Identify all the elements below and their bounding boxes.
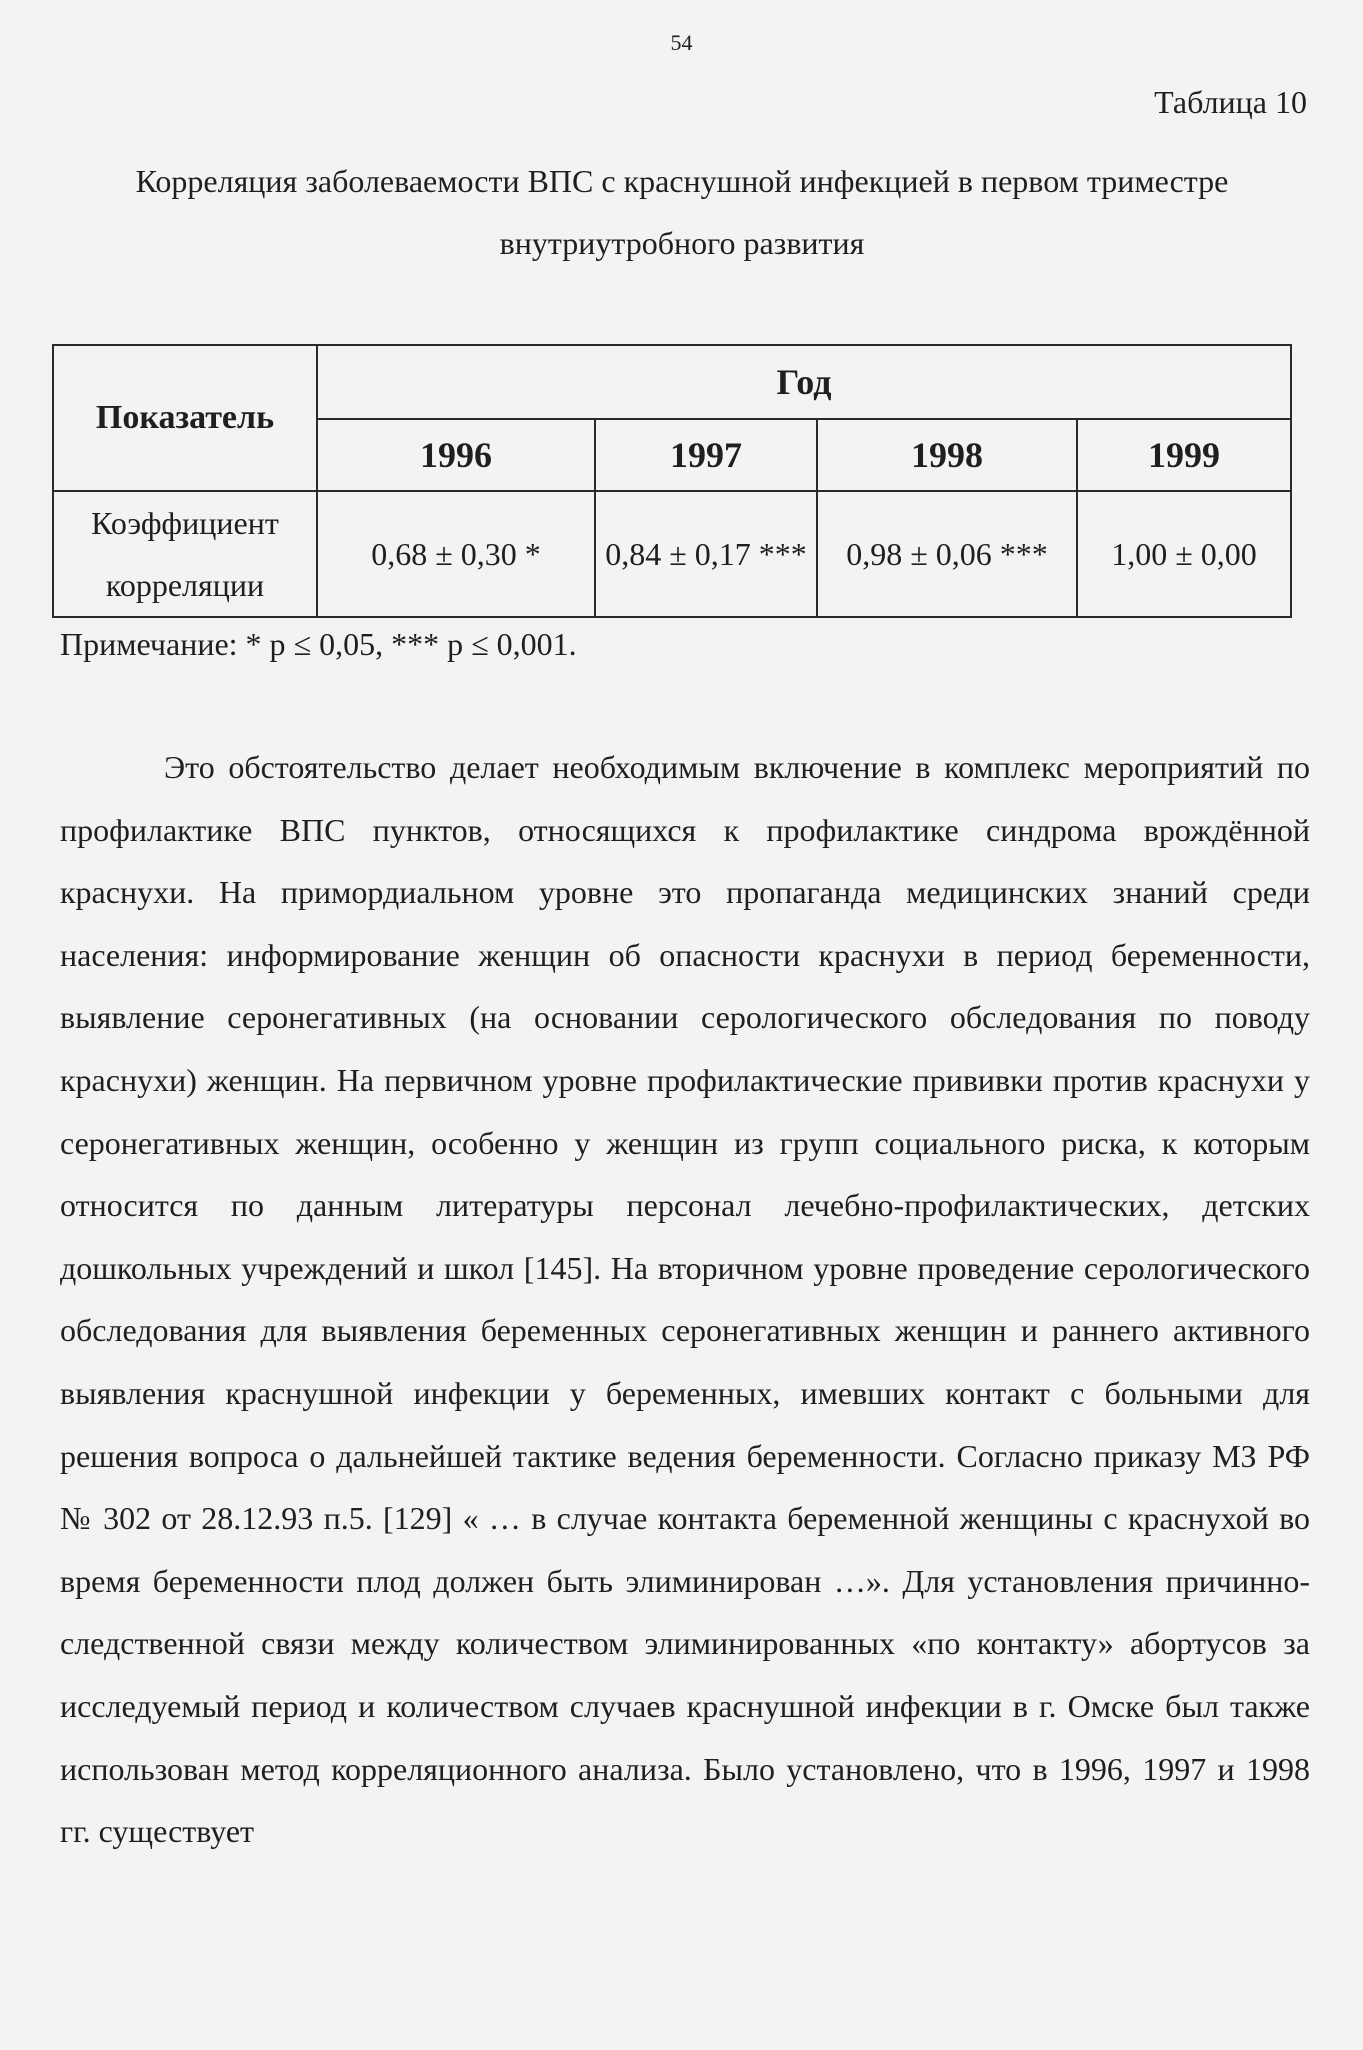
year-header-1999: 1999 [1077,419,1291,491]
value-1997: 0,84 ± 0,17 *** [595,491,817,617]
year-header-1998: 1998 [817,419,1077,491]
row-label: Коэффициент корреляции [53,491,317,617]
value-1996: 0,68 ± 0,30 * [317,491,595,617]
page-number: 54 [670,30,693,55]
correlation-table [52,344,1292,618]
year-group-header: Год [317,345,1291,419]
year-header-1996: 1996 [317,419,595,491]
value-1998: 0,98 ± 0,06 *** [817,491,1077,617]
indicator-header: Показатель [53,345,317,491]
table-row [53,491,1291,617]
table-title: Корреляция заболеваемости ВПС с краснушной инфекцией в первом триместре внутриутробного развития [135,163,1229,261]
value-1999: 1,00 ± 0,00 [1077,491,1291,617]
table-header-row [53,345,1291,419]
table-label: Таблица 10 [1154,84,1307,120]
body-paragraph: Это обстоятельство делает необходимым включение в комплекс мероприятий по профилактике ВПС пунктов, относящихся к профилактике синдрома врождённой краснухи. На примордиальном уровне это пропаганда медицинских знаний среди населения: информирование женщин об опасности краснухи в период беременности, выявление серонегативных (на основании серологического обследования по поводу краснухи) женщин. На первичном уровне профилактические прививки против краснухи у серонегативных женщин, особенно у женщин из групп социального риска, к которым относится по данным литературы персонал лечебно-профилактических, детских дошкольных учреждений и школ [145]. На вторичном уровне проведение серологического обследования для выявления беременных серонегативных женщин и раннего активного выявления краснушной инфекции у беременных, имевших контакт с больными для решения вопроса о дальнейшей тактике ведения беременности. Согласно приказу МЗ РФ № 302 от 28.12.93 п.5. [129] « … в случае контакта беременной женщины с краснухой во время беременности плод должен быть элиминирован …». Для установления причинно-следственной связи между количеством элиминированных «по контакту» абортусов за исследуемый период и количеством случаев краснушной инфекции в г. Омске был также использован метод корреляционного анализа. Было установлено, что в 1996, 1997 и 1998 гг. существует [60,749,1310,1850]
table-note: Примечание: * p ≤ 0,05, *** p ≤ 0,001. [60,626,577,662]
year-header-1997: 1997 [595,419,817,491]
